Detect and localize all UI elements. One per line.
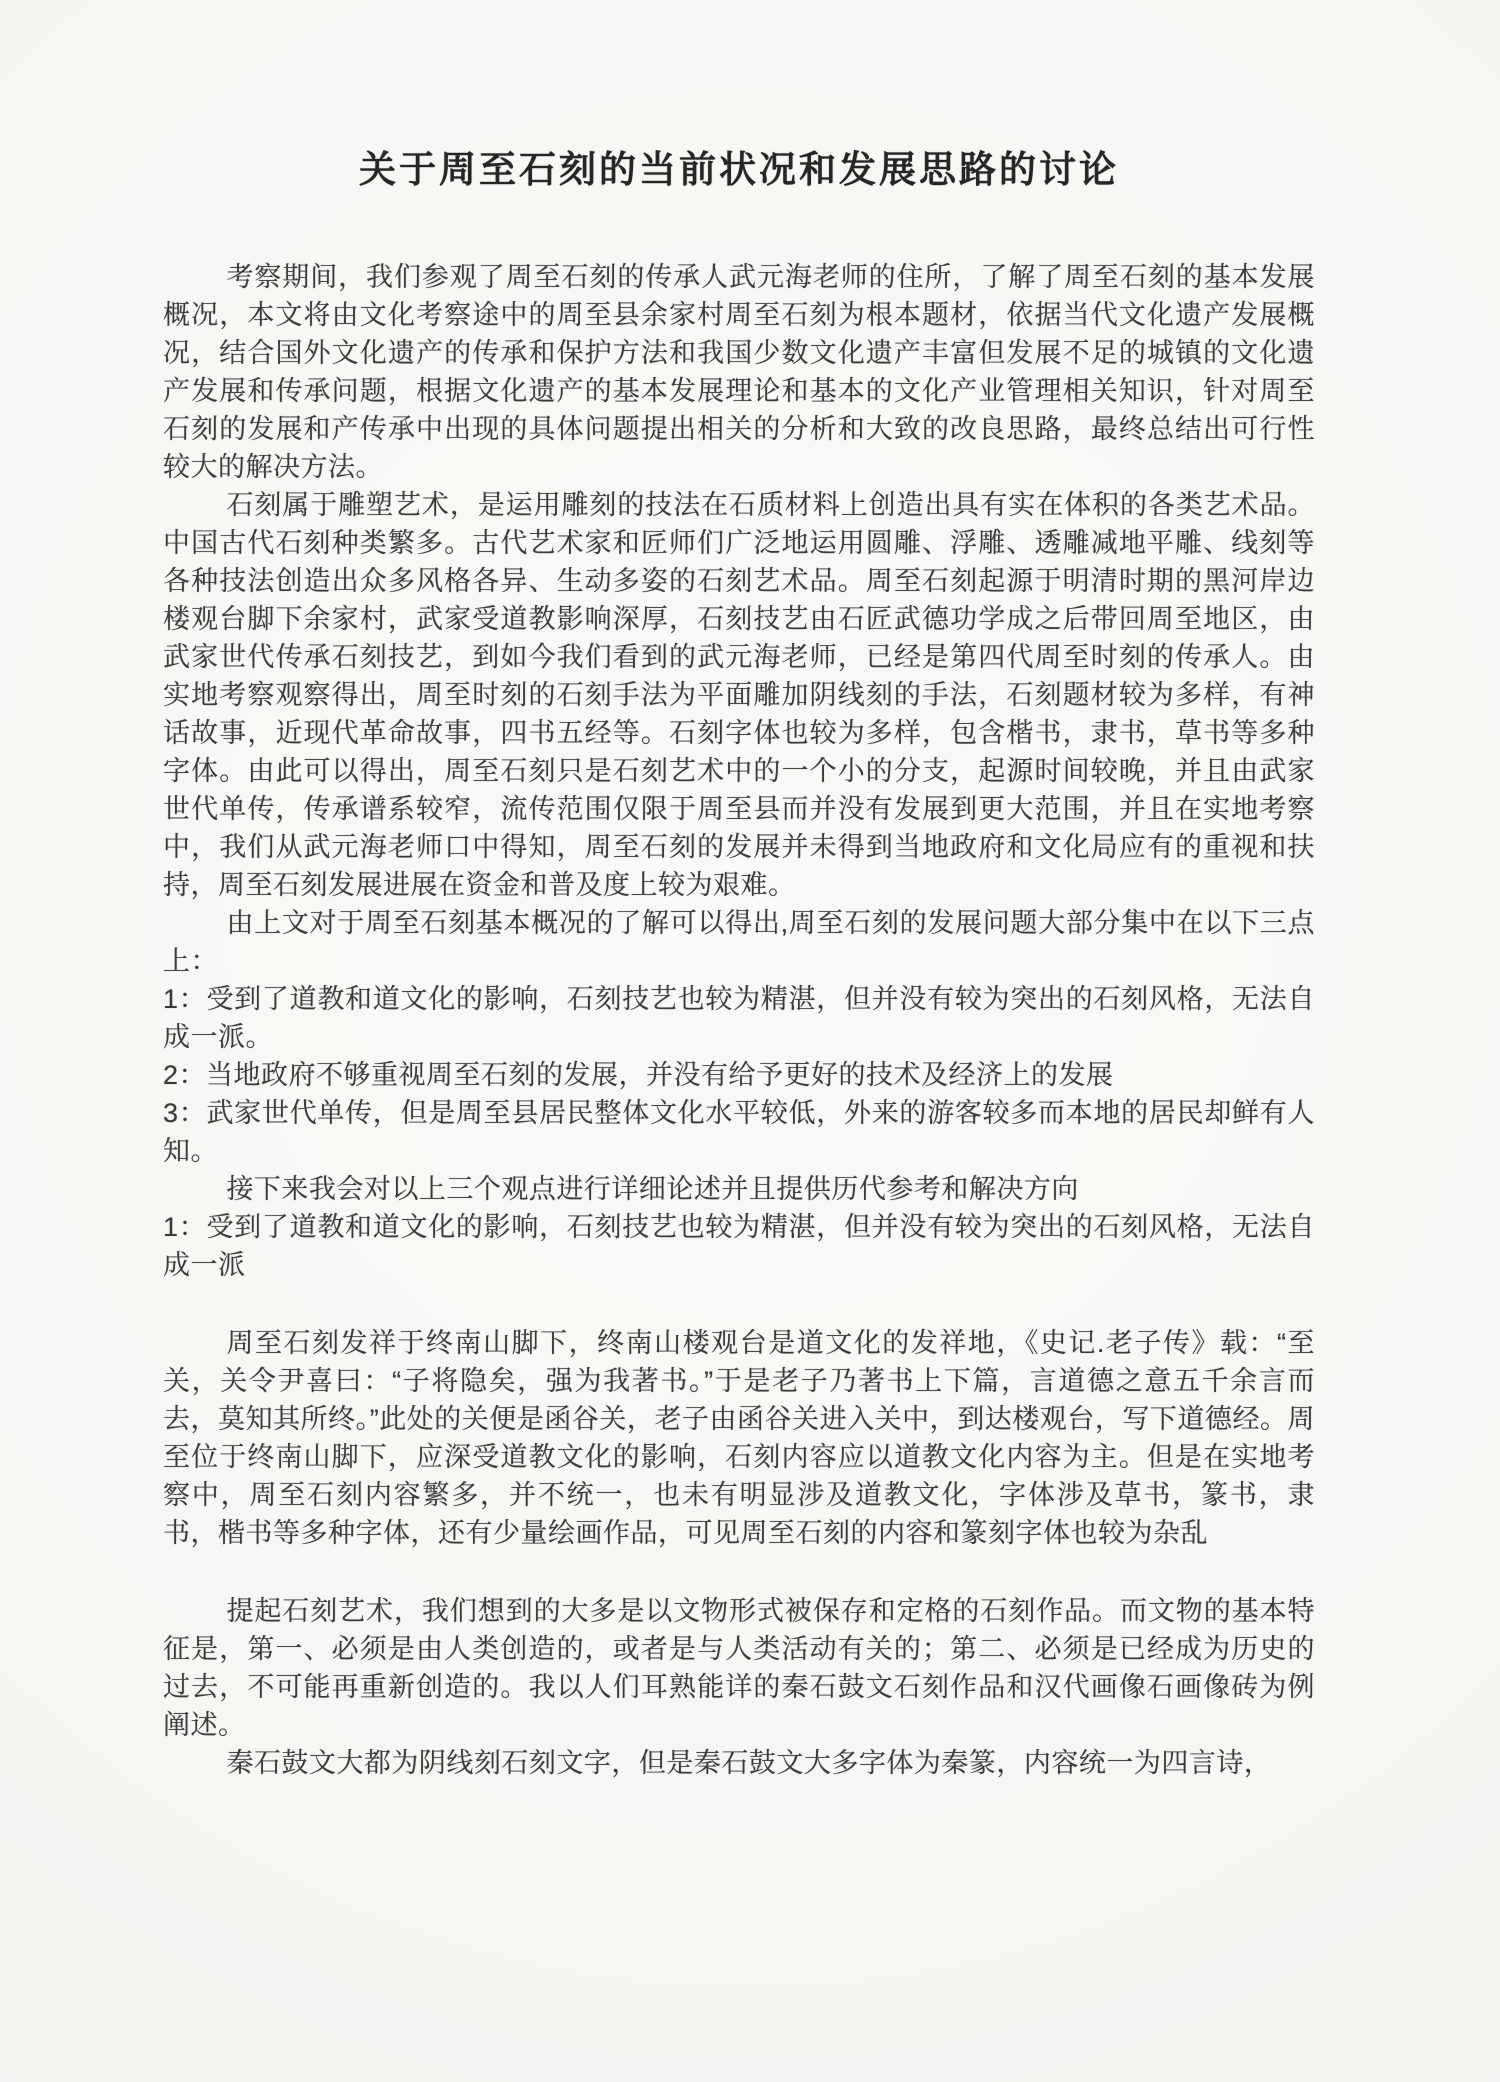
paragraph-shiguwen: 秦石鼓文大都为阴线刻石刻文字，但是秦石鼓文大多字体为秦篆，内容统一为四言诗， xyxy=(226,1748,1272,1778)
list-item-1: 1：受到了道教和道文化的影响，石刻技艺也较为精湛，但并没有较为突出的石刻风格，无法自成一派。 xyxy=(163,984,1315,1052)
paragraph-background: 石刻属于雕塑艺术，是运用雕刻的技法在石质材料上创造出具有实在体积的各类艺术品。中国古代石刻种类繁多。古代艺术家和匠师们广泛地运用圆雕、浮雕、透雕减地平雕、线刻等各种技法创造出众多风格各异、生动多姿的石刻艺术品。周至石刻起源于明清时期的黑河岸边楼观台脚下余家村，武家受道教影响深厚，石刻技艺由石匠武德功学成之后带回周至地区，由武家世代传承石刻技艺，到如今我们看到的武元海老师，已经是第四代周至时刻的传承人。由实地考察观察得出，周至时刻的石刻手法为平面雕加阴线刻的手法，石刻题材较为多样，有神话故事，近现代革命故事，四书五经等。石刻字体也较为多样，包含楷书，隶书，草书等多种字体。由此可以得出，周至石刻只是石刻艺术中的一个小的分支，起源时间较晚，并且由武家世代单传，传承谱系较窄，流传范围仅限于周至县而并没有发展到更大范围，并且在实地考察中，我们从武元海老师口中得知，周至石刻的发展并未得到当地政府和文化局应有的重视和扶持，周至石刻发展进展在资金和普及度上较为艰难。 xyxy=(163,490,1315,900)
paragraph-relic-features: 提起石刻艺术，我们想到的大多是以文物形式被保存和定格的石刻作品。而文物的基本特征是，第一、必须是由人类创造的，或者是与人类活动有关的；第二、必须是已经成为历史的过去，不可能再重新创造的。我以人们耳熟能详的秦石鼓文石刻作品和汉代画像石画像砖为例阐述。 xyxy=(163,1596,1315,1740)
document-content xyxy=(163,118,1315,1782)
document-title: 关于周至石刻的当前状况和发展思路的讨论 xyxy=(359,149,1119,190)
paragraph-overview: 考察期间，我们参观了周至石刻的传承人武元海老师的住所，了解了周至石刻的基本发展概况，本文将由文化考察途中的周至县余家村周至石刻为根本题材，依据当代文化遗产发展概况，结合国外文化遗产的传承和保护方法和我国少数文化遗产丰富但发展不足的城镇的文化遗产发展和传承问题，根据文化遗产的基本发展理论和基本的文化产业管理相关知识，针对周至石刻的发展和产传承中出现的具体问题提出相关的分析和大致的改良思路，最终总结出可行性较大的解决方法。 xyxy=(163,262,1315,482)
section-heading-point-1: 1：受到了道教和道文化的影响，石刻技艺也较为精湛，但并没有较为突出的石刻风格，无法自成一派 xyxy=(163,1212,1315,1280)
paragraph-transition: 接下来我会对以上三个观点进行详细论述并且提供历代参考和解决方向 xyxy=(226,1174,1079,1204)
paragraph-issues-intro: 由上文对于周至石刻基本概况的了解可以得出,周至石刻的发展问题大部分集中在以下三点上： xyxy=(163,908,1315,976)
paragraph-daoism-origin: 周至石刻发祥于终南山脚下，终南山楼观台是道文化的发祥地，《史记.老子传》载：“至关，关令尹喜曰：“子将隐矣，强为我著书。”于是老子乃著书上下篇，言道德之意五千余言而去，莫知其所终。”此处的关便是函谷关，老子由函谷关进入关中，到达楼观台，写下道德经。周至位于终南山脚下，应深受道教文化的影响，石刻内容应以道教文化内容为主。但是在实地考察中，周至石刻内容繁多，并不统一，也未有明显涉及道教文化，字体涉及草书，篆书，隶书，楷书等多种字体，还有少量绘画作品，可见周至石刻的内容和篆刻字体也较为杂乱 xyxy=(163,1328,1315,1548)
list-item-2: 2：当地政府不够重视周至石刻的发展，并没有给予更好的技术及经济上的发展 xyxy=(163,1060,1114,1090)
list-item-3: 3：武家世代单传，但是周至县居民整体文化水平较低，外来的游客较多而本地的居民却鲜有人知。 xyxy=(163,1098,1315,1166)
